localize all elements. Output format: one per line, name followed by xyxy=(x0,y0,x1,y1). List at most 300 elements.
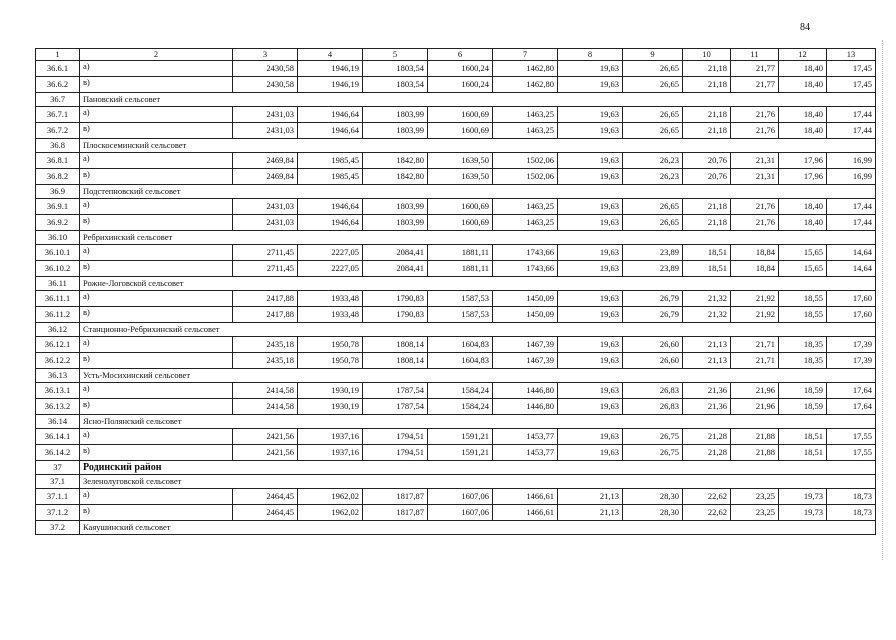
value-cell: 21,92 xyxy=(731,307,779,323)
column-number-cell: 12 xyxy=(779,49,827,61)
row-code-cell: 36.11.1 xyxy=(36,291,80,307)
value-cell: 1591,21 xyxy=(428,445,493,461)
column-number-cell: 5 xyxy=(363,49,428,61)
value-cell: 2711,45 xyxy=(233,261,298,277)
value-cell: 18,40 xyxy=(779,61,827,77)
column-number-cell: 13 xyxy=(827,49,876,61)
value-cell: 1607,06 xyxy=(428,489,493,505)
value-cell: 2430,58 xyxy=(233,61,298,77)
column-number-cell: 6 xyxy=(428,49,493,61)
row-variant-cell: а) xyxy=(80,337,233,353)
value-cell: 21,71 xyxy=(731,353,779,369)
value-cell: 28,30 xyxy=(623,489,683,505)
section-title-cell: Станционно-Ребрихинский сельсовет xyxy=(80,323,876,337)
value-cell: 1600,24 xyxy=(428,61,493,77)
row-code-cell: 36.14.1 xyxy=(36,429,80,445)
value-cell: 16,99 xyxy=(827,169,876,185)
row-variant-cell: в) xyxy=(80,445,233,461)
section-title-cell: Каяушинский сельсовет xyxy=(80,521,876,535)
value-cell: 21,71 xyxy=(731,337,779,353)
value-cell: 26,23 xyxy=(623,169,683,185)
value-cell: 1446,80 xyxy=(493,399,558,415)
value-cell: 1803,54 xyxy=(363,61,428,77)
value-cell: 1842,80 xyxy=(363,153,428,169)
value-cell: 2464,45 xyxy=(233,505,298,521)
value-cell: 1946,64 xyxy=(298,107,363,123)
value-cell: 21,36 xyxy=(683,399,731,415)
table-row xyxy=(36,199,876,215)
value-cell: 17,60 xyxy=(827,307,876,323)
value-cell: 1937,16 xyxy=(298,445,363,461)
value-cell: 2464,45 xyxy=(233,489,298,505)
value-cell: 26,60 xyxy=(623,353,683,369)
value-cell: 1842,80 xyxy=(363,169,428,185)
value-cell: 21,18 xyxy=(683,123,731,139)
value-cell: 1950,78 xyxy=(298,353,363,369)
value-cell: 1881,11 xyxy=(428,261,493,277)
value-cell: 1803,99 xyxy=(363,107,428,123)
value-cell: 26,79 xyxy=(623,291,683,307)
district-row xyxy=(36,461,876,475)
value-cell: 21,92 xyxy=(731,291,779,307)
value-cell: 1985,45 xyxy=(298,169,363,185)
section-title-cell: Подстепновский сельсовет xyxy=(80,185,876,199)
value-cell: 21,18 xyxy=(683,77,731,93)
value-cell: 1600,24 xyxy=(428,77,493,93)
value-cell: 1962,02 xyxy=(298,489,363,505)
row-variant-cell: в) xyxy=(80,123,233,139)
section-title-cell: Пановский сельсовет xyxy=(80,93,876,107)
value-cell: 20,76 xyxy=(683,153,731,169)
row-variant-cell: а) xyxy=(80,153,233,169)
value-cell: 1787,54 xyxy=(363,399,428,415)
value-cell: 1743,66 xyxy=(493,261,558,277)
district-title-cell: Родинский район xyxy=(80,461,876,475)
value-cell: 1502,06 xyxy=(493,153,558,169)
table-row xyxy=(36,399,876,415)
value-cell: 21,76 xyxy=(731,107,779,123)
row-code-cell: 36.11.2 xyxy=(36,307,80,323)
row-variant-cell: а) xyxy=(80,291,233,307)
table-row xyxy=(36,291,876,307)
value-cell: 19,63 xyxy=(558,245,623,261)
value-cell: 21,13 xyxy=(558,489,623,505)
value-cell: 19,73 xyxy=(779,505,827,521)
value-cell: 26,65 xyxy=(623,61,683,77)
row-code-cell: 36.10.1 xyxy=(36,245,80,261)
value-cell: 1803,54 xyxy=(363,77,428,93)
value-cell: 17,44 xyxy=(827,123,876,139)
value-cell: 1587,53 xyxy=(428,291,493,307)
value-cell: 2431,03 xyxy=(233,107,298,123)
value-cell: 26,75 xyxy=(623,429,683,445)
value-cell: 1808,14 xyxy=(363,337,428,353)
row-variant-cell: а) xyxy=(80,245,233,261)
tariff-table-container xyxy=(35,48,875,535)
value-cell: 26,83 xyxy=(623,383,683,399)
section-code-cell: 36.9 xyxy=(36,185,80,199)
value-cell: 1946,64 xyxy=(298,215,363,231)
section-row xyxy=(36,369,876,383)
value-cell: 20,76 xyxy=(683,169,731,185)
value-cell: 21,13 xyxy=(683,337,731,353)
value-cell: 17,96 xyxy=(779,153,827,169)
value-cell: 1950,78 xyxy=(298,337,363,353)
value-cell: 22,62 xyxy=(683,505,731,521)
value-cell: 19,63 xyxy=(558,107,623,123)
value-cell: 17,44 xyxy=(827,199,876,215)
section-code-cell: 36.12 xyxy=(36,323,80,337)
value-cell: 2431,03 xyxy=(233,199,298,215)
value-cell: 17,39 xyxy=(827,353,876,369)
value-cell: 17,45 xyxy=(827,77,876,93)
section-title-cell: Ясно-Полянский сельсовет xyxy=(80,415,876,429)
value-cell: 19,63 xyxy=(558,291,623,307)
value-cell: 1790,83 xyxy=(363,307,428,323)
value-cell: 26,65 xyxy=(623,215,683,231)
table-row xyxy=(36,429,876,445)
value-cell: 1462,80 xyxy=(493,61,558,77)
value-cell: 15,65 xyxy=(779,261,827,277)
value-cell: 1946,19 xyxy=(298,77,363,93)
table-row xyxy=(36,153,876,169)
value-cell: 19,63 xyxy=(558,261,623,277)
value-cell: 17,64 xyxy=(827,399,876,415)
value-cell: 17,60 xyxy=(827,291,876,307)
value-cell: 1584,24 xyxy=(428,383,493,399)
value-cell: 19,73 xyxy=(779,489,827,505)
table-row xyxy=(36,353,876,369)
value-cell: 18,55 xyxy=(779,291,827,307)
value-cell: 23,89 xyxy=(623,245,683,261)
table-row xyxy=(36,61,876,77)
value-cell: 1450,09 xyxy=(493,291,558,307)
value-cell: 19,63 xyxy=(558,77,623,93)
value-cell: 26,65 xyxy=(623,199,683,215)
table-row xyxy=(36,307,876,323)
section-code-cell: 37.1 xyxy=(36,475,80,489)
row-code-cell: 37.1.1 xyxy=(36,489,80,505)
value-cell: 2469,84 xyxy=(233,169,298,185)
page-edge-line xyxy=(882,40,884,560)
section-row xyxy=(36,231,876,245)
row-variant-cell: в) xyxy=(80,307,233,323)
tariff-table xyxy=(35,48,876,535)
value-cell: 1600,69 xyxy=(428,123,493,139)
value-cell: 1467,39 xyxy=(493,337,558,353)
value-cell: 17,45 xyxy=(827,61,876,77)
value-cell: 1607,06 xyxy=(428,505,493,521)
row-variant-cell: а) xyxy=(80,383,233,399)
value-cell: 26,60 xyxy=(623,337,683,353)
section-title-cell: Рожне-Логовской сельсовет xyxy=(80,277,876,291)
section-code-cell: 36.14 xyxy=(36,415,80,429)
value-cell: 1803,99 xyxy=(363,199,428,215)
value-cell: 22,62 xyxy=(683,489,731,505)
section-code-cell: 36.11 xyxy=(36,277,80,291)
value-cell: 18,35 xyxy=(779,353,827,369)
value-cell: 26,23 xyxy=(623,153,683,169)
row-code-cell: 36.7.2 xyxy=(36,123,80,139)
row-variant-cell: в) xyxy=(80,505,233,521)
value-cell: 1794,51 xyxy=(363,445,428,461)
value-cell: 17,44 xyxy=(827,215,876,231)
column-number-cell: 8 xyxy=(558,49,623,61)
row-code-cell: 36.14.2 xyxy=(36,445,80,461)
row-code-cell: 36.8.1 xyxy=(36,153,80,169)
value-cell: 1463,25 xyxy=(493,215,558,231)
value-cell: 19,63 xyxy=(558,353,623,369)
column-number-cell: 9 xyxy=(623,49,683,61)
value-cell: 21,88 xyxy=(731,429,779,445)
value-cell: 2227,05 xyxy=(298,245,363,261)
value-cell: 1450,09 xyxy=(493,307,558,323)
value-cell: 21,76 xyxy=(731,123,779,139)
value-cell: 18,51 xyxy=(683,261,731,277)
value-cell: 26,83 xyxy=(623,399,683,415)
row-code-cell: 36.6.1 xyxy=(36,61,80,77)
value-cell: 1604,83 xyxy=(428,353,493,369)
value-cell: 14,64 xyxy=(827,261,876,277)
section-row xyxy=(36,277,876,291)
value-cell: 15,65 xyxy=(779,245,827,261)
value-cell: 1930,19 xyxy=(298,399,363,415)
table-row xyxy=(36,445,876,461)
row-code-cell: 36.6.2 xyxy=(36,77,80,93)
value-cell: 1946,19 xyxy=(298,61,363,77)
row-variant-cell: а) xyxy=(80,61,233,77)
section-code-cell: 37.2 xyxy=(36,521,80,535)
column-number-cell: 3 xyxy=(233,49,298,61)
value-cell: 1817,87 xyxy=(363,489,428,505)
value-cell: 18,51 xyxy=(779,429,827,445)
value-cell: 21,13 xyxy=(558,505,623,521)
value-cell: 1462,80 xyxy=(493,77,558,93)
value-cell: 1881,11 xyxy=(428,245,493,261)
value-cell: 1790,83 xyxy=(363,291,428,307)
value-cell: 18,84 xyxy=(731,261,779,277)
row-code-cell: 36.8.2 xyxy=(36,169,80,185)
value-cell: 1743,66 xyxy=(493,245,558,261)
value-cell: 1584,24 xyxy=(428,399,493,415)
section-title-cell: Усть-Мосихинский сельсовет xyxy=(80,369,876,383)
value-cell: 21,13 xyxy=(683,353,731,369)
value-cell: 18,73 xyxy=(827,489,876,505)
value-cell: 21,36 xyxy=(683,383,731,399)
value-cell: 21,18 xyxy=(683,199,731,215)
value-cell: 18,35 xyxy=(779,337,827,353)
table-row xyxy=(36,261,876,277)
value-cell: 26,65 xyxy=(623,123,683,139)
value-cell: 26,65 xyxy=(623,107,683,123)
value-cell: 21,96 xyxy=(731,399,779,415)
row-variant-cell: в) xyxy=(80,77,233,93)
table-row xyxy=(36,245,876,261)
value-cell: 1803,99 xyxy=(363,215,428,231)
value-cell: 18,51 xyxy=(683,245,731,261)
value-cell: 2711,45 xyxy=(233,245,298,261)
table-row xyxy=(36,337,876,353)
value-cell: 1937,16 xyxy=(298,429,363,445)
value-cell: 2417,88 xyxy=(233,307,298,323)
value-cell: 2430,58 xyxy=(233,77,298,93)
value-cell: 18,73 xyxy=(827,505,876,521)
value-cell: 21,96 xyxy=(731,383,779,399)
row-variant-cell: в) xyxy=(80,261,233,277)
value-cell: 2414,58 xyxy=(233,399,298,415)
value-cell: 2469,84 xyxy=(233,153,298,169)
row-variant-cell: а) xyxy=(80,489,233,505)
table-row xyxy=(36,383,876,399)
value-cell: 1453,77 xyxy=(493,429,558,445)
value-cell: 21,32 xyxy=(683,307,731,323)
column-number-cell: 7 xyxy=(493,49,558,61)
value-cell: 21,77 xyxy=(731,61,779,77)
value-cell: 2431,03 xyxy=(233,215,298,231)
table-row xyxy=(36,489,876,505)
row-code-cell: 36.10.2 xyxy=(36,261,80,277)
value-cell: 18,55 xyxy=(779,307,827,323)
value-cell: 21,76 xyxy=(731,215,779,231)
value-cell: 19,63 xyxy=(558,123,623,139)
row-code-cell: 36.9.2 xyxy=(36,215,80,231)
section-code-cell: 37 xyxy=(36,461,80,475)
value-cell: 1466,61 xyxy=(493,489,558,505)
value-cell: 21,31 xyxy=(731,153,779,169)
value-cell: 19,63 xyxy=(558,429,623,445)
value-cell: 21,18 xyxy=(683,107,731,123)
value-cell: 18,40 xyxy=(779,123,827,139)
value-cell: 1467,39 xyxy=(493,353,558,369)
value-cell: 1808,14 xyxy=(363,353,428,369)
section-row xyxy=(36,521,876,535)
section-title-cell: Плоскосеминский сельсовет xyxy=(80,139,876,153)
value-cell: 14,64 xyxy=(827,245,876,261)
row-code-cell: 36.7.1 xyxy=(36,107,80,123)
table-body xyxy=(36,49,876,535)
column-number-row xyxy=(36,49,876,61)
section-row xyxy=(36,323,876,337)
value-cell: 1933,48 xyxy=(298,307,363,323)
row-code-cell: 36.12.1 xyxy=(36,337,80,353)
value-cell: 23,25 xyxy=(731,489,779,505)
value-cell: 18,40 xyxy=(779,77,827,93)
row-variant-cell: а) xyxy=(80,199,233,215)
value-cell: 21,18 xyxy=(683,215,731,231)
value-cell: 21,31 xyxy=(731,169,779,185)
value-cell: 21,77 xyxy=(731,77,779,93)
section-code-cell: 36.10 xyxy=(36,231,80,245)
value-cell: 18,40 xyxy=(779,199,827,215)
column-number-cell: 1 xyxy=(36,49,80,61)
value-cell: 18,40 xyxy=(779,107,827,123)
page-number: 84 xyxy=(800,22,810,33)
row-code-cell: 36.9.1 xyxy=(36,199,80,215)
value-cell: 17,55 xyxy=(827,445,876,461)
section-row xyxy=(36,185,876,199)
row-variant-cell: в) xyxy=(80,399,233,415)
value-cell: 1985,45 xyxy=(298,153,363,169)
row-variant-cell: а) xyxy=(80,107,233,123)
column-number-cell: 10 xyxy=(683,49,731,61)
value-cell: 1946,64 xyxy=(298,199,363,215)
section-code-cell: 36.13 xyxy=(36,369,80,383)
value-cell: 2435,18 xyxy=(233,337,298,353)
value-cell: 26,79 xyxy=(623,307,683,323)
value-cell: 1463,25 xyxy=(493,199,558,215)
row-code-cell: 36.13.1 xyxy=(36,383,80,399)
value-cell: 23,89 xyxy=(623,261,683,277)
value-cell: 23,25 xyxy=(731,505,779,521)
value-cell: 1803,99 xyxy=(363,123,428,139)
value-cell: 1502,06 xyxy=(493,169,558,185)
value-cell: 26,65 xyxy=(623,77,683,93)
value-cell: 17,96 xyxy=(779,169,827,185)
row-code-cell: 36.12.2 xyxy=(36,353,80,369)
value-cell: 1794,51 xyxy=(363,429,428,445)
value-cell: 19,63 xyxy=(558,307,623,323)
row-code-cell: 37.1.2 xyxy=(36,505,80,521)
value-cell: 19,63 xyxy=(558,153,623,169)
value-cell: 1463,25 xyxy=(493,123,558,139)
section-row xyxy=(36,475,876,489)
row-variant-cell: а) xyxy=(80,429,233,445)
value-cell: 1446,80 xyxy=(493,383,558,399)
value-cell: 18,84 xyxy=(731,245,779,261)
value-cell: 26,75 xyxy=(623,445,683,461)
section-title-cell: Зеленолуговской сельсовет xyxy=(80,475,876,489)
column-number-cell: 11 xyxy=(731,49,779,61)
value-cell: 19,63 xyxy=(558,61,623,77)
table-row xyxy=(36,107,876,123)
value-cell: 16,99 xyxy=(827,153,876,169)
value-cell: 21,28 xyxy=(683,429,731,445)
value-cell: 2431,03 xyxy=(233,123,298,139)
row-variant-cell: в) xyxy=(80,215,233,231)
value-cell: 18,59 xyxy=(779,383,827,399)
table-row xyxy=(36,123,876,139)
value-cell: 18,59 xyxy=(779,399,827,415)
value-cell: 17,44 xyxy=(827,107,876,123)
value-cell: 1600,69 xyxy=(428,107,493,123)
section-row xyxy=(36,93,876,107)
value-cell: 1600,69 xyxy=(428,215,493,231)
value-cell: 19,63 xyxy=(558,399,623,415)
value-cell: 18,51 xyxy=(779,445,827,461)
section-row xyxy=(36,415,876,429)
value-cell: 19,63 xyxy=(558,169,623,185)
value-cell: 1946,64 xyxy=(298,123,363,139)
section-code-cell: 36.7 xyxy=(36,93,80,107)
column-number-cell: 2 xyxy=(80,49,233,61)
value-cell: 19,63 xyxy=(558,337,623,353)
value-cell: 1604,83 xyxy=(428,337,493,353)
value-cell: 21,88 xyxy=(731,445,779,461)
value-cell: 17,55 xyxy=(827,429,876,445)
value-cell: 1591,21 xyxy=(428,429,493,445)
value-cell: 1639,50 xyxy=(428,153,493,169)
table-row xyxy=(36,215,876,231)
value-cell: 2084,41 xyxy=(363,261,428,277)
value-cell: 1587,53 xyxy=(428,307,493,323)
value-cell: 2435,18 xyxy=(233,353,298,369)
value-cell: 19,63 xyxy=(558,445,623,461)
value-cell: 1817,87 xyxy=(363,505,428,521)
table-row xyxy=(36,169,876,185)
table-row xyxy=(36,77,876,93)
value-cell: 17,64 xyxy=(827,383,876,399)
value-cell: 1466,61 xyxy=(493,505,558,521)
